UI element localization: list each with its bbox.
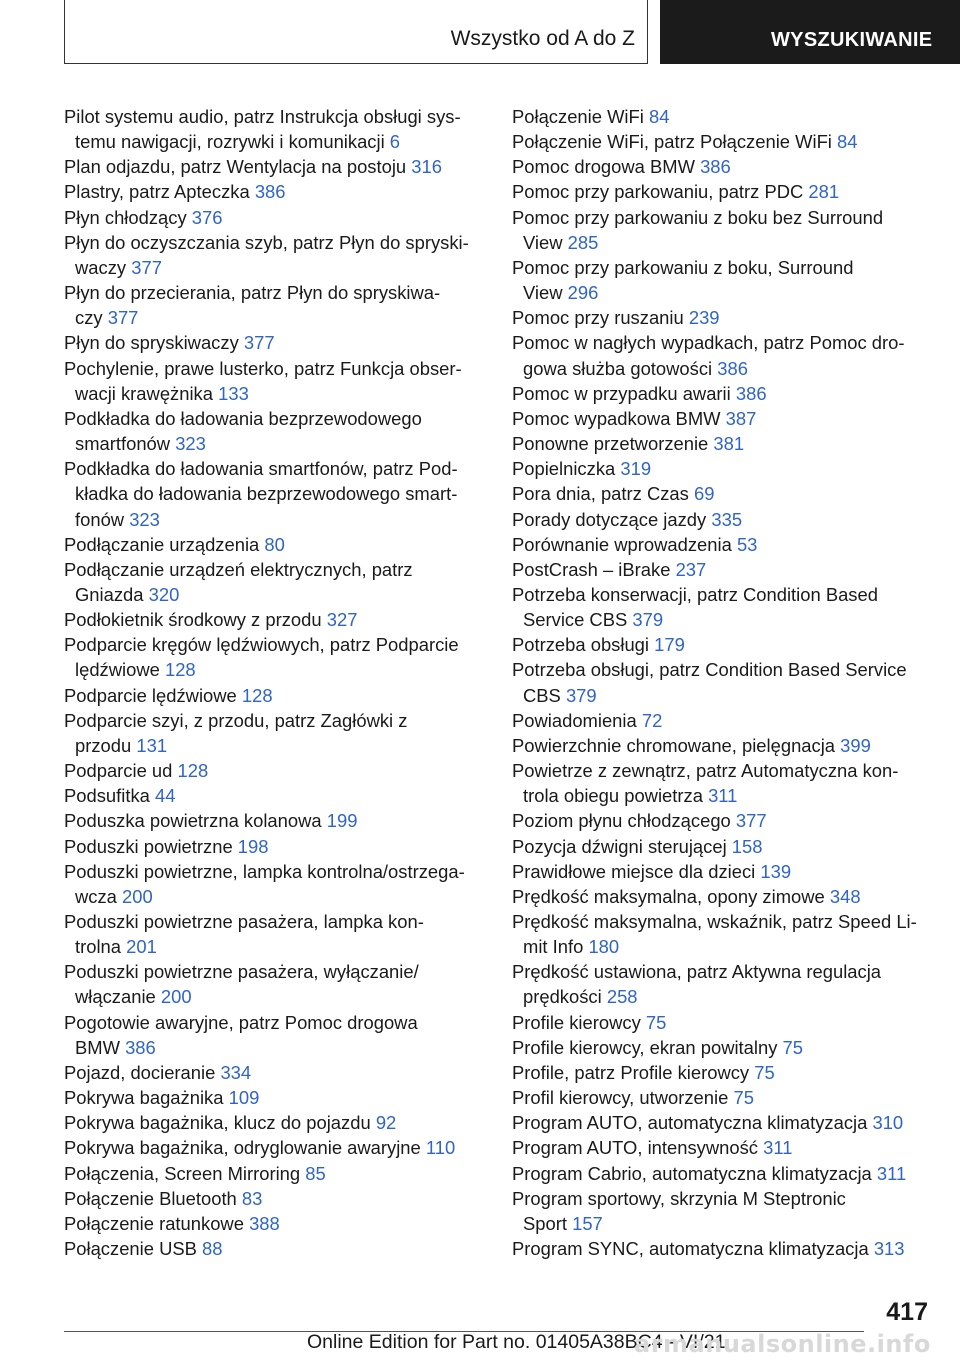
index-entry-line [64,1060,484,1085]
page-reference-link[interactable]: 323 [175,433,206,455]
index-entry-line [512,808,932,833]
page-reference-link[interactable]: 281 [808,181,840,203]
index-entry-line [512,507,932,532]
index-entry-text: Program AUTO, intensywność [512,1137,758,1159]
index-entry-line [64,230,484,255]
index-entry-line [64,1085,484,1110]
page-reference-link[interactable]: 72 [641,709,663,731]
index-entry-line [64,582,484,607]
index-entry-text: Potrzeba obsługi [512,634,649,656]
index-entry-text: Połączenia, Screen Mirroring [64,1162,301,1184]
index-entry-text: Profile kierowcy, ekran powitalny [512,1036,778,1058]
page-reference-link[interactable]: 75 [782,1036,804,1058]
index-entry-text: fonów [75,508,125,530]
index-entry-text: Podparcie kręgów lędźwiowych, patrz Podparcie [64,634,459,656]
index-entry-text: przodu [75,734,132,756]
index-entry-text: Poduszka powietrzna kolanowa [64,810,322,832]
index-entry-line [512,1085,932,1110]
page-reference-link[interactable]: 75 [645,1011,667,1033]
index-entry-line [512,179,932,204]
index-entry-text: trola obiegu powietrza [523,785,703,807]
index-entry-text: Poduszki powietrzne pasażera, lampka kon- [64,911,424,932]
index-entry-line [64,179,484,204]
page-reference-link[interactable]: 386 [700,156,731,178]
index-entry-text: Popielniczka [512,458,616,480]
page-reference-link[interactable]: 377 [107,307,139,329]
index-entry-line [64,683,484,708]
index-entry-line [512,255,932,280]
index-entry-line [64,255,484,280]
index-entry-line [64,481,484,506]
index-entry-text: Prawidłowe miejsce dla dzieci [512,860,756,882]
header-section-box [64,0,648,64]
index-entry-line [64,884,484,909]
index-entry-text: lędźwiowe [75,659,160,681]
index-entry-text: Pojazd, docieranie [64,1061,216,1083]
header-tab[interactable] [660,0,960,64]
index-entry-text: BMW [75,1036,120,1058]
page-reference-link[interactable]: 92 [375,1112,397,1134]
index-entry-line [512,381,932,406]
page-reference-link[interactable]: 386 [125,1036,156,1058]
index-entry-text: Płyn do oczyszczania szyb, patrz Płyn do spryski- [64,231,469,253]
index-entry-text: Program SYNC, automatyczna klimatyzacja [512,1238,869,1260]
index-entry-line [64,1186,484,1211]
index-entry-text: Połączenie USB [64,1238,197,1260]
index-entry-line [512,733,932,758]
index-entry-line [64,808,484,833]
index-entry-text: Profil kierowcy, utworzenie [512,1087,729,1109]
index-entry-line [512,1110,932,1135]
index-entry-line [64,909,484,934]
page-reference-link[interactable]: 109 [228,1087,260,1109]
header-section-title: Wszystko od A do Z [450,27,635,50]
page-reference-link[interactable]: 379 [565,684,597,706]
index-entry-line [512,683,932,708]
page-reference-link[interactable]: 386 [735,382,767,404]
index-entry-text: Podkładka do ładowania smartfonów, patrz Pod- [64,458,458,480]
index-entry-line [64,431,484,456]
index-entry-line [64,280,484,305]
index-entry-text: Podsufitka [64,785,150,807]
index-entry-line [512,456,932,481]
index-entry-text: Pomoc w przypadku awarii [512,382,731,404]
index-entry-text: Pora dnia, patrz Czas [512,483,689,505]
page-number: 417 [886,1298,928,1326]
index-entry-line [64,758,484,783]
page-reference-link[interactable]: 320 [148,583,180,605]
index-entry-text: View [523,282,563,304]
page-reference-link[interactable]: 285 [567,231,599,253]
index-entry-line [512,708,932,733]
index-entry-text: Program Cabrio, automatyczna klimatyzacja [512,1162,872,1184]
index-entry-line [64,632,484,657]
index-entry-text: Poduszki powietrzne pasażera, wyłączanie/ [64,961,419,983]
page-reference-link[interactable]: 237 [675,558,707,580]
index-entry-line [64,406,484,431]
index-entry-line [512,1186,932,1211]
index-entry-line [64,708,484,733]
index-entry-text: PostCrash – iBrake [512,558,671,580]
index-entry-line [512,984,932,1009]
page-reference-link[interactable]: 53 [736,533,758,555]
index-entry-line [512,305,932,330]
index-entry-line [512,859,932,884]
index-entry-line [64,1035,484,1060]
page-reference-link[interactable]: 75 [733,1087,754,1109]
index-entry-line [512,230,932,255]
index-entry-text: Ponowne przetworzenie [512,433,709,455]
watermark: armanualsonline.info [634,1330,931,1358]
page-reference-link[interactable]: 75 [754,1061,775,1083]
index-entry-line [512,657,932,682]
index-entry-line [512,607,932,632]
page-reference-link[interactable]: 311 [708,785,738,807]
index-entry-line [512,834,932,859]
page-reference-link[interactable]: 131 [136,734,168,756]
index-entry-text: Sport [523,1212,567,1234]
index-entry-text: Pokrywa bagażnika, odryglowanie awaryjne [64,1137,421,1159]
index-entry-text: czy [75,307,103,329]
index-entry-line [64,859,484,884]
index-entry-text: Połączenie ratunkowe [64,1212,244,1234]
index-entry-text: Pozycja dźwigni sterującej [512,835,727,857]
index-column-right [512,104,932,1261]
index-entry-text: Prędkość maksymalna, wskaźnik, patrz Speed Li- [512,911,917,932]
index-entry-line [64,1135,484,1160]
index-entry-text: Pochylenie, prawe lusterko, patrz Funkcja obser- [64,357,462,379]
page-reference-link[interactable]: 110 [425,1137,456,1159]
index-entry-text: Plastry, patrz Apteczka [64,181,250,203]
index-entry-line [64,834,484,859]
index-entry-text: Połączenie WiFi, patrz Połączenie WiFi [512,131,832,153]
index-entry-line [64,1236,484,1261]
page-reference-link[interactable]: 6 [389,131,401,153]
index-entry-line [64,356,484,381]
index-entry-text: Płyn do spryskiwaczy [64,332,239,354]
page-reference-link[interactable]: 83 [241,1187,263,1209]
index-entry-text: waczy [75,256,127,278]
index-entry-line [512,431,932,456]
index-entry-text: prędkości [523,986,602,1008]
index-entry-text: Połączenie Bluetooth [64,1187,237,1209]
index-column-left [64,104,484,1261]
index-entry-line [64,959,484,984]
index-entry-line [64,783,484,808]
index-entry-text: Prędkość maksymalna, opony zimowe [512,885,825,907]
index-entry-text: Podłączanie urządzeń elektrycznych, patrz [64,558,413,580]
index-entry-line [512,909,932,934]
page-reference-link[interactable]: 198 [237,835,269,857]
page-reference-link[interactable]: 128 [177,760,209,782]
footer-edition: Online Edition for Part no. 01405A38BC4 - VI/21 [307,1331,726,1353]
index-entry-text: Pokrywa bagażnika [64,1087,224,1109]
index-entry-line [512,1010,932,1035]
index-entry-text: Potrzeba obsługi, patrz Condition Based Service [512,659,907,681]
index-entry-line [512,205,932,230]
index-entry-text: temu nawigacji, rozrywki i komunikacji [75,131,385,153]
index-entry-line [512,104,932,129]
index-entry-text: Pomoc w nagłych wypadkach, patrz Pomoc dro- [512,332,905,354]
index-entry-text: Porady dotyczące jazdy [512,508,707,530]
page-reference-link[interactable]: 327 [326,609,358,631]
page-reference-link[interactable]: 348 [829,885,861,907]
page-reference-link[interactable]: 84 [837,131,858,153]
index-entry-line [512,129,932,154]
index-entry-text: Service CBS [523,609,628,631]
index-entry-text: Podparcie lędźwiowe [64,684,237,706]
page-reference-link[interactable]: 319 [620,458,652,480]
index-entry-text: Profile kierowcy [512,1011,641,1033]
page-reference-link[interactable]: 313 [873,1238,905,1260]
index-entry-line [512,280,932,305]
page-reference-link[interactable]: 128 [164,659,196,681]
page-reference-link[interactable]: 44 [155,785,176,807]
index-entry-text: Podłączanie urządzenia [64,533,260,555]
index-entry-text: CBS [523,684,561,706]
index-entry-line [64,657,484,682]
index-entry-text: Program sportowy, skrzynia M Steptronic [512,1187,846,1209]
index-entry-line [512,1135,932,1160]
page-reference-link[interactable]: 296 [567,282,599,304]
page-reference-link[interactable]: 133 [218,382,249,404]
index-entry-line [512,481,932,506]
index-entry-text: włączanie [75,986,156,1008]
index-entry-line [64,733,484,758]
page-reference-link[interactable]: 381 [713,433,745,455]
index-entry-line [64,305,484,330]
index-entry-text: Powierzchnie chromowane, pielęgnacja [512,734,836,756]
page-reference-link[interactable]: 377 [735,810,767,832]
index-entry-text: Poduszki powietrzne [64,835,233,857]
index-entry-line [64,532,484,557]
index-entry-text: Plan odjazdu, patrz Wentylacja na postoju [64,156,407,178]
index-entry-text: Podparcie szyi, z przodu, patrz Zagłówki z [64,709,408,731]
index-entry-line [512,959,932,984]
index-entry-text: Podparcie ud [64,760,173,782]
page-reference-link[interactable]: 387 [725,407,757,429]
index-entry-text: kładka do ładowania bezprzewodowego smart- [75,483,458,505]
page-reference-link[interactable]: 311 [876,1162,907,1184]
index-entry-line [64,154,484,179]
page-reference-link[interactable]: 128 [241,684,273,706]
page-reference-link[interactable]: 258 [606,986,638,1008]
index-entry-line [64,104,484,129]
page-reference-link[interactable]: 157 [572,1212,603,1234]
index-entry-line [64,1211,484,1236]
page-reference-link[interactable]: 334 [220,1061,252,1083]
page-reference-link[interactable]: 377 [243,332,275,354]
index-entry-line [512,1035,932,1060]
index-entry-text: Program AUTO, automatyczna klimatyzacja [512,1112,868,1134]
page-reference-link[interactable]: 377 [131,256,162,278]
index-entry-text: gowa służba gotowości [523,357,713,379]
index-entry-text: Pilot systemu audio, patrz Instrukcja obsługi sys- [64,106,461,127]
page-reference-link[interactable]: 323 [129,508,160,530]
header-tab-label: WYSZUKIWANIE [771,29,933,51]
index-entry-text: Pomoc drogowa BMW [512,156,695,178]
index-entry-line [64,1010,484,1035]
page-reference-link[interactable]: 386 [717,357,748,379]
page-reference-link[interactable]: 310 [872,1112,904,1134]
page-reference-link[interactable]: 200 [122,885,153,907]
page-reference-link[interactable]: 316 [411,156,442,178]
index-entry-text: Pomoc wypadkowa BMW [512,407,721,429]
index-entry-line [512,154,932,179]
page-reference-link[interactable]: 180 [588,936,620,958]
page-reference-link[interactable]: 139 [760,860,792,882]
index-entry-text: wacji krawężnika [75,382,213,404]
index-entry-text: Podkładka do ładowania bezprzewodowego [64,407,422,429]
index-entry-line [512,934,932,959]
index-entry-text: mit Info [523,936,584,958]
index-entry-text: Pomoc przy parkowaniu, patrz PDC [512,181,804,203]
page-reference-link[interactable]: 69 [693,483,715,505]
index-entry-line [512,356,932,381]
index-entry-text: Porównanie wprowadzenia [512,533,732,555]
index-entry-text: Poziom płynu chłodzącego [512,810,731,832]
page-reference-link[interactable]: 379 [632,609,664,631]
index-entry-line [512,1161,932,1186]
index-entry-line [64,557,484,582]
index-entry-text: Gniazda [75,583,144,605]
index-entry-line [512,406,932,431]
index-entry-line [512,884,932,909]
index-entry-text: smartfonów [75,433,171,455]
page-reference-link[interactable]: 80 [264,533,285,555]
index-entry-text: Pogotowie awaryjne, patrz Pomoc drogowa [64,1011,418,1033]
index-entry-line [512,330,932,355]
index-entry-line [64,381,484,406]
index-entry-line [64,607,484,632]
index-entry-text: Płyn chłodzący [64,206,187,228]
page-reference-link[interactable]: 311 [763,1137,793,1159]
index-entry-line [64,507,484,532]
page-reference-link[interactable]: 158 [731,835,763,857]
index-entry-line [512,632,932,657]
index-entry-text: Powietrze z zewnątrz, patrz Automatyczna kon- [512,760,899,782]
index-entry-line [64,205,484,230]
page-reference-link[interactable]: 179 [654,634,685,656]
page-reference-link[interactable]: 335 [711,508,743,530]
index-entry-text: Pomoc przy parkowaniu z boku bez Surround [512,206,884,228]
index-entry-line [512,1211,932,1236]
page-reference-link[interactable]: 239 [688,307,720,329]
page-reference-link[interactable]: 388 [249,1212,280,1234]
index-entry-line [512,1060,932,1085]
index-entry-text: wcza [75,885,117,907]
index-entry-text: Płyn do przecierania, patrz Płyn do spryskiwa- [64,282,441,304]
index-entry-line [64,330,484,355]
index-entry-line [64,984,484,1009]
index-entry-text: Potrzeba konserwacji, patrz Condition Based [512,583,878,605]
index-entry-text: Połączenie WiFi [512,106,644,127]
index-entry-text: Podłokietnik środkowy z przodu [64,609,322,631]
page-reference-link[interactable]: 201 [126,936,157,958]
index-entry-text: Powiadomienia [512,709,637,731]
index-entry-text: Pokrywa bagażnika, klucz do pojazdu [64,1112,371,1134]
index-entry-line [64,1110,484,1135]
index-entry-line [64,129,484,154]
index-entry-text: Pomoc przy ruszaniu [512,307,684,329]
index-entry-text: Profile, patrz Profile kierowcy [512,1061,750,1083]
index-entry-line [512,557,932,582]
index-entry-text: Prędkość ustawiona, patrz Aktywna regulacja [512,961,882,983]
page-reference-link[interactable]: 200 [160,986,192,1008]
index-entry-text: View [523,231,563,253]
page-reference-link[interactable]: 399 [840,734,871,756]
index-entry-text: Poduszki powietrzne, lampka kontrolna/ostrzega- [64,860,465,882]
page-reference-link[interactable]: 88 [202,1238,223,1260]
page-reference-link[interactable]: 199 [326,810,358,832]
index-entry-text: trolna [75,936,122,958]
index-entry-line [512,532,932,557]
index-entry-text: Pomoc przy parkowaniu z boku, Surround [512,256,854,278]
page-reference-link[interactable]: 386 [254,181,286,203]
index-entry-line [64,456,484,481]
index-entry-line [512,1236,932,1261]
page-reference-link[interactable]: 376 [191,206,223,228]
index-entry-line [512,582,932,607]
page-reference-link[interactable]: 85 [305,1162,326,1184]
page-reference-link[interactable]: 84 [648,106,670,127]
index-entry-line [512,783,932,808]
index-entry-line [64,1161,484,1186]
index-entry-line [512,758,932,783]
index-entry-line [64,934,484,959]
